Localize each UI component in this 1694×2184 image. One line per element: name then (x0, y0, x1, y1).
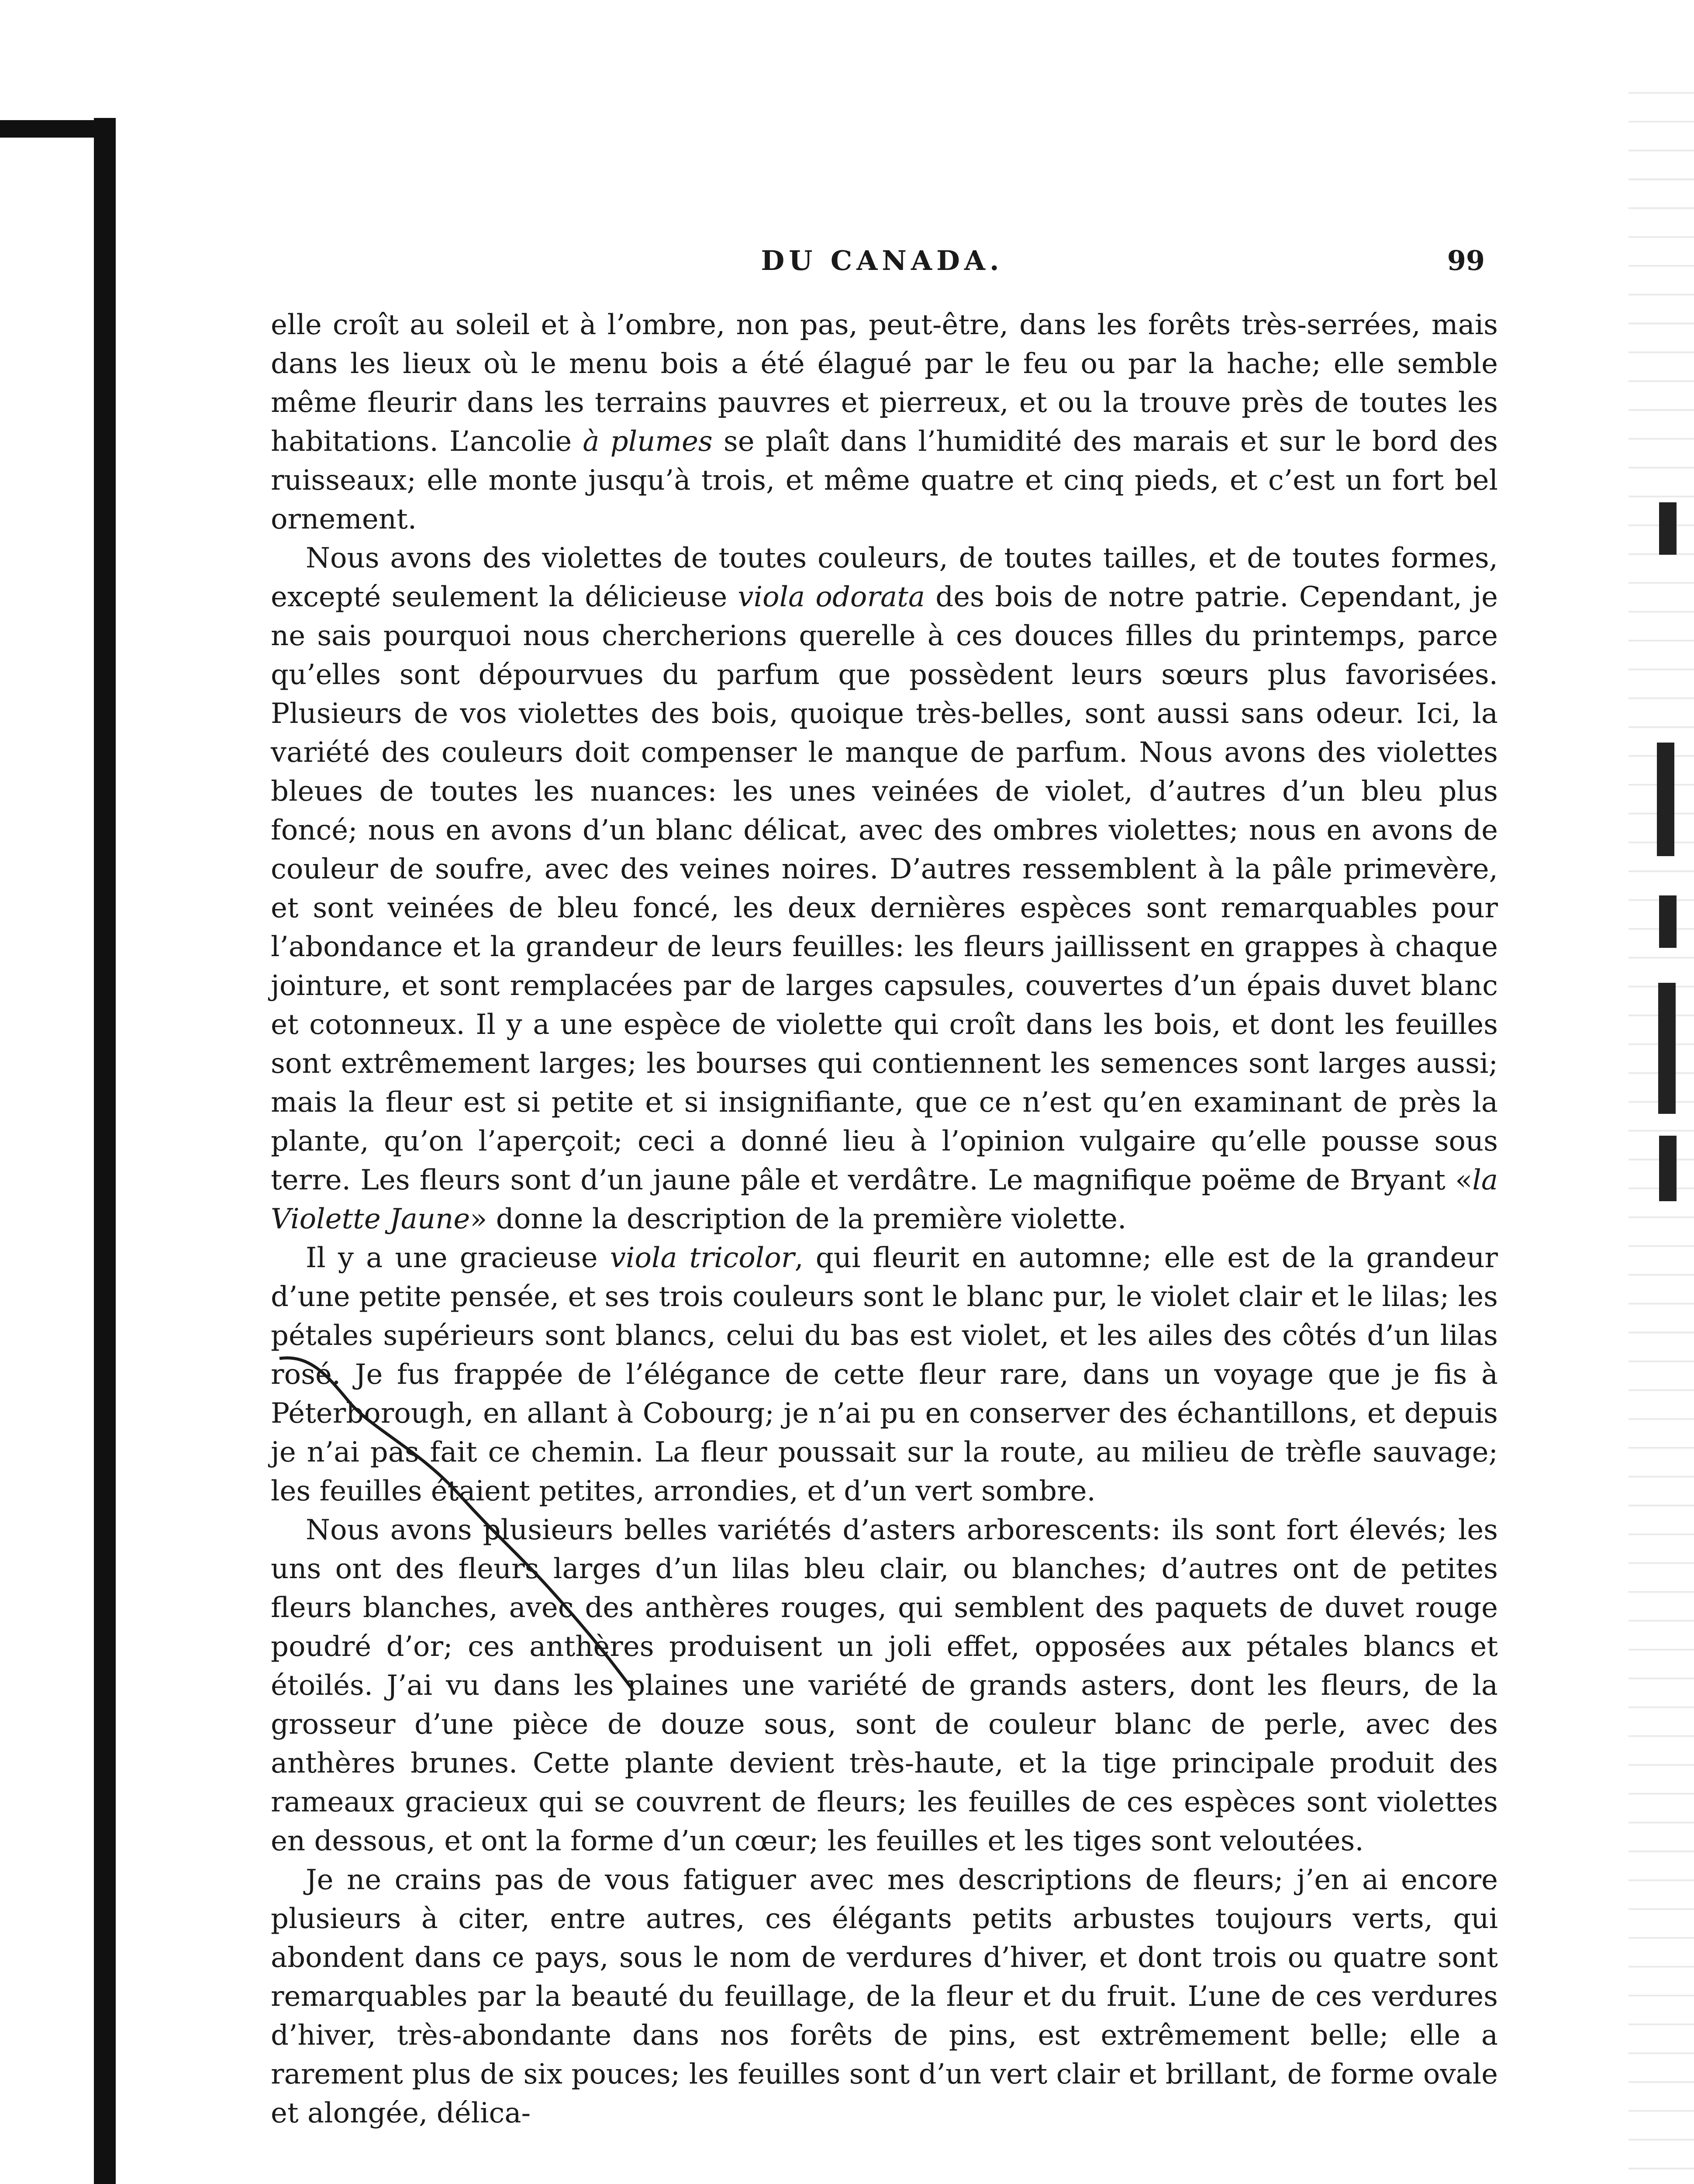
text-segment: des bois de notre patrie. Cependant, je ne sais pourquoi nous chercherions querelle à ces douces filles du printemps, parce qu’elles sont dépourvues du parfum que possèdent leurs sœurs plus favorisées. Plusieurs de vos violettes des bois, quoique très-belles, sont aussi sans odeur. Ici, la variété des couleurs doit compenser le manque de parfum. Nous avons des violettes bleues de toutes les nuances: les unes veinées de violet, d’autres d’un bleu plus foncé; nous en avons d’un blanc délicat, avec des ombres violettes; nous en avons de couleur de soufre, avec des veines noires. D’autres ressemblent à la pâle primevère, et sont veinées de bleu foncé, les deux dernières espèces sont remarquables pour l’abondance et la grandeur de leurs feuilles: les fleurs jaillissent en grappes à chaque jointure, et sont remplacées par de larges capsules, couvertes d’un épais duvet blanc et cotonneux. Il y a une espèce de violette qui croît dans les bois, et dont les feuilles sont extrêmement larges; les bourses qui contiennent les semences sont larges aussi; mais la fleur est si petite et si insignifiante, que ce n’est qu’en examinant de près la plante, qu’on l’aperçoit; ceci a donné lieu à l’opinion vulgaire qu’elle pousse sous terre. Les fleurs sont d’un jaune pâle et verdâtre. Le magnifique poëme de Bryant « (271, 581, 1498, 1196)
text-segment: Il y a une gracieuse (306, 1242, 610, 1274)
paragraph (271, 1861, 1498, 2133)
binding-shadow (94, 118, 116, 2184)
text-segment: se plaît dans l’humidité des marais et sur le bord des ruisseaux; elle monte jusqu’à trois, et même quatre et cinq pieds, et c’est un fort bel ornement. (271, 425, 1498, 536)
text-segment: Je ne crains pas de vous fatiguer avec mes descriptions de fleurs; j’en ai encore plusieurs à citer, entre autres, ces élégants petits arbustes toujours verts, qui abondent dans ce pays, sous le nom de verdures d’hiver, et dont trois ou quatre sont remarquables par la beauté du feuillage, de la fleur et du fruit. L’une de ces verdures d’hiver, très-abondante dans nos forêts de pins, est extrêmement belle; elle a rarement plus de six pouces; les feuilles sont d’un vert clair et brillant, de forme ovale et alongée, délica- (271, 1864, 1498, 2129)
scan-edge-noise (1659, 502, 1677, 555)
paragraph (271, 1511, 1498, 1861)
body-text (271, 306, 1498, 2133)
page-header (279, 245, 1485, 284)
text-segment: » donne la description de la première violette. (470, 1203, 1127, 1235)
page-number: 99 (1447, 245, 1485, 276)
scan-edge-noise (1659, 895, 1677, 948)
scan-edge-noise (1658, 983, 1676, 1114)
italic-text: viola odorata (738, 581, 925, 613)
paragraph (271, 539, 1498, 1239)
paragraph (271, 306, 1498, 539)
text-segment: Nous avons des violettes de toutes couleurs, de toutes tailles, et de toutes formes, excepté seulement la délicieuse (271, 542, 1498, 613)
scan-edge-noise (1659, 1136, 1677, 1201)
text-segment: , qui fleurit en automne; elle est de la grandeur d’une petite pensée, et ses trois couleurs sont le blanc pur, le violet clair et le lilas; les pétales supérieurs sont blancs, celui du bas est violet, et les ailes des côtés d’un lilas rosé. Je fus frappée de l’élégance de cette fleur rare, dans un voyage que je fis à Péterborough, en allant à Cobourg; je n’ai pu en conserver des échantillons, et depuis je n’ai pas fait ce chemin. La fleur poussait sur la route, au milieu de trèfle sauvage; les feuilles étaient petites, arrondies, et d’un vert sombre. (271, 1242, 1498, 1507)
scan-edge-noise (1628, 66, 1694, 2184)
scan-edge-noise (1657, 743, 1674, 856)
italic-text: la Violette Jaune (271, 1164, 1498, 1235)
italic-text: viola tricolor (610, 1242, 795, 1274)
running-title: DU CANADA. (761, 245, 1004, 276)
paragraph (271, 1239, 1498, 1511)
italic-text: à plumes (583, 425, 713, 458)
text-segment: Nous avons plusieurs belles variétés d’asters arborescents: ils sont fort élevés; les uns ont des fleurs larges d’un lilas bleu clair, ou blanches; d’autres ont de petites fleurs blanches, avec des anthères rouges, qui semblent des paquets de duvet rouge poudré d’or; ces anthères produisent un joli effet, opposées aux pétales blancs et étoilés. J’ai vu dans les plaines une variété de grands asters, dont les fleurs, de la grosseur d’une pièce de douze sous, sont de couleur blanc de perle, avec des anthères brunes. Cette plante devient très-haute, et la tige principale produit des rameaux gracieux qui se couvrent de fleurs; les feuilles de ces espèces sont violettes en dessous, et ont la forme d’un cœur; les feuilles et les tiges sont veloutées. (271, 1514, 1498, 1857)
text-segment: elle croît au soleil et à l’ombre, non pas, peut-être, dans les forêts très-serrées, mais dans les lieux où le menu bois a été élagué par le feu ou par la hache; elle semble même fleurir dans les terrains pauvres et pierreux, et ou la trouve près de toutes les habitations. L’ancolie (271, 309, 1498, 458)
